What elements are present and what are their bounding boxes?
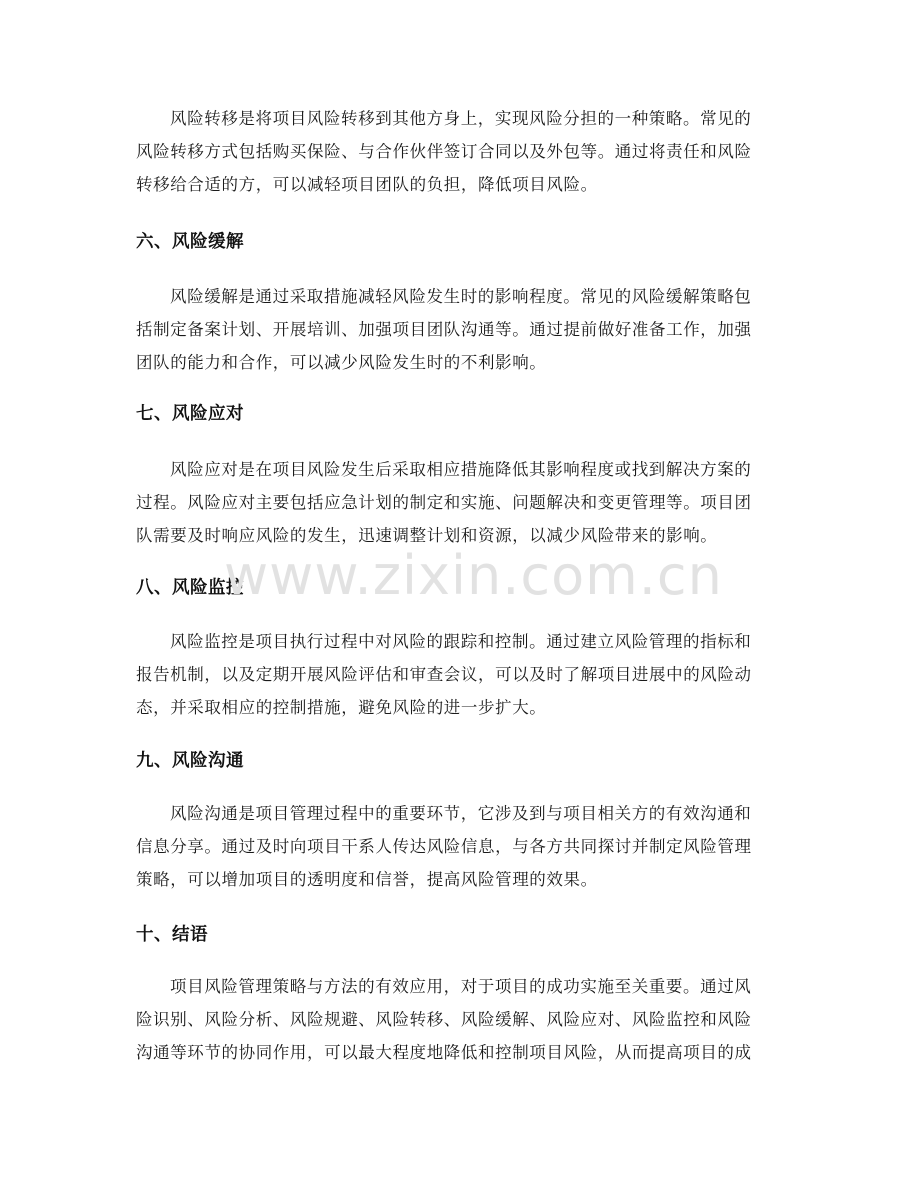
paragraph-line: 风险监控是项目执行过程中对风险的跟踪和控制。通过建立风险管理的指标和 — [170, 632, 752, 651]
paragraph-risk-response — [136, 453, 784, 552]
paragraph-line: 策略，可以增加项目的透明度和信誉，提高风险管理的效果。 — [136, 870, 598, 889]
watermark: www.zixin.com.cn — [224, 544, 723, 607]
paragraph-line: 风险应对是在项目风险发生后采取相应措施降低其影响程度或找到解决方案的 — [170, 460, 752, 479]
paragraph-conclusion — [136, 970, 784, 1069]
paragraph-line: 风险缓解是通过采取措施减轻风险发生时的影响程度。常见的风险缓解策略包 — [170, 287, 752, 306]
paragraph-line: 信息分享。通过及时向项目干系人传达风险信息，与各方共同探讨并制定风险管理 — [136, 837, 752, 856]
paragraph-line: 风险沟通是项目管理过程中的重要环节，它涉及到与项目相关方的有效沟通和 — [170, 804, 752, 823]
paragraph-risk-mitigation — [136, 280, 784, 379]
section-heading-risk-monitoring: 八、风险监控 — [136, 578, 244, 598]
paragraph-line: 括制定备案计划、开展培训、加强项目团队沟通等。通过提前做好准备工作，加强 — [136, 320, 752, 339]
paragraph-line: 沟通等环节的协同作用，可以最大程度地降低和控制项目风险，从而提高项目的成 — [136, 1043, 752, 1062]
section-heading-risk-response: 七、风险应对 — [136, 404, 244, 424]
paragraph-line: 险识别、风险分析、风险规避、风险转移、风险缓解、风险应对、风险监控和风险 — [136, 1010, 752, 1029]
paragraph-line: 转移给合适的方，可以减轻项目团队的负担，降低项目风险。 — [136, 175, 598, 194]
paragraph-line: 项目风险管理策略与方法的有效应用，对于项目的成功实施至关重要。通过风 — [170, 977, 752, 996]
paragraph-risk-transfer — [136, 102, 784, 201]
paragraph-line: 队需要及时响应风险的发生，迅速调整计划和资源，以减少风险带来的影响。 — [136, 526, 718, 545]
paragraph-risk-monitoring — [136, 625, 784, 724]
paragraph-line: 风险转移是将项目风险转移到其他方身上，实现风险分担的一种策略。常见的 — [170, 109, 752, 128]
paragraph-line: 团队的能力和合作，可以减少风险发生时的不利影响。 — [136, 353, 547, 372]
paragraph-risk-communication — [136, 797, 784, 896]
section-heading-conclusion: 十、结语 — [136, 925, 208, 945]
section-heading-risk-mitigation: 六、风险缓解 — [136, 232, 244, 252]
paragraph-line: 风险转移方式包括购买保险、与合作伙伴签订合同以及外包等。通过将责任和风险 — [136, 142, 752, 161]
paragraph-line: 报告机制，以及定期开展风险评估和审查会议，可以及时了解项目进展中的风险动 — [136, 665, 752, 684]
paragraph-line: 态，并采取相应的控制措施，避免风险的进一步扩大。 — [136, 698, 547, 717]
paragraph-line: 过程。风险应对主要包括应急计划的制定和实施、问题解决和变更管理等。项目团 — [136, 493, 752, 512]
section-heading-risk-communication: 九、风险沟通 — [136, 751, 244, 771]
